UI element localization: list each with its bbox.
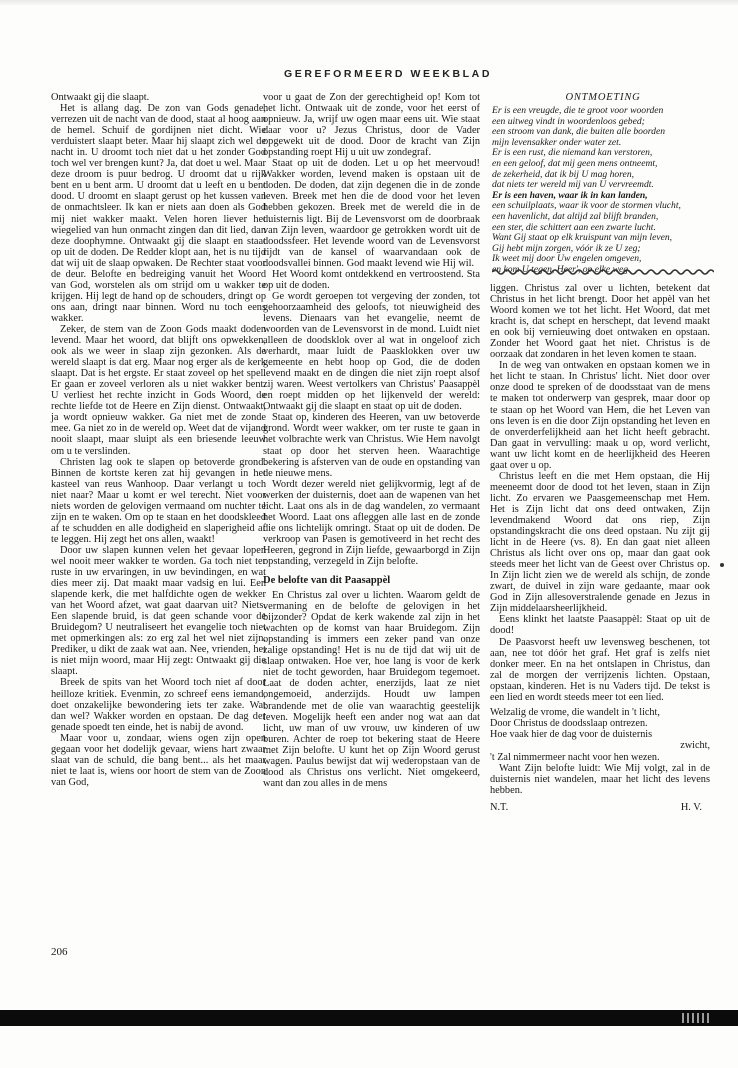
paragraph: Breek de spits van het Woord toch niet af door heilloze kritiek. Evenmin, zo schreef eens iemand, doet onzakelijke bewondering iets ter zake. Wat dan wel? Wakker worden en opstaan. De dag der genade spoedt ten einde, het is nabij de avond. bbox=[51, 677, 266, 733]
poem-line: Er is een rust, die niemand kan verstoren, bbox=[492, 147, 653, 159]
paragraph: Christus leeft en die met Hem opstaan, die Hij meeneemt door de dood tot het leven, staan in Zijn licht. Zo ervaren we Paasgemeenschap met Hem. Het is Zijn licht dat ons deed ontwaken, Zijn levendmakend Woord dat ons riep, Zijn opstandingskracht die ons deed opstaan. Nu zijt gij licht in de Heere (vs. 8). En dan gaat niet alleen Christus als licht over ons op, maar dan gaat ook steeds meer het licht van de Geest over Christus op. In Zijn licht zien we de wereld als schijn, de zonde zwart, de duivel in zijn ware gedaante, maar ook God in Zijn allesoverstralende genade en Jezus in Zijn middelaarsheerlijkheid. bbox=[490, 470, 710, 615]
poem-line: Er is een haven, waar ik in kan landen, bbox=[492, 189, 648, 201]
column-right bbox=[490, 283, 710, 813]
paragraph: Christen lag ook te slapen op betoverde grond. Binnen de kortste keren zat hij gevangen in het kasteel van reus Wanhoop. Daar verlangt u toch niet naar? Maar u komt er wel terecht. Niet voor niets worden de gelovigen vermaand om nuchter te zijn en te waken. Om op te staan en het doodskleed af te schudden en alle dodigheid en slaperigheid af te leggen. Hij zegt het ons allen, waakt! bbox=[51, 456, 266, 545]
margin-mark bbox=[720, 563, 724, 567]
paragraph: Eens klinkt het laatste Paasappèl: Staat op uit de dood! bbox=[490, 614, 710, 637]
poem-title: ONTMOETING bbox=[565, 92, 641, 103]
masthead: GEREFORMEERD WEEKBLAD bbox=[283, 68, 493, 80]
paragraph: De Paasvorst heeft uw levensweg beschenen, tot aan, nee tot dóór het graf. Het graf is zelfs niet donker meer. En na het ontslapen in Christus, dan zal de morgen der verrijzenis lichten. Opstaan, opstaan, kinderen. Het is nu Vaders tijd. De tekst is een lied en wordt steeds meer tot een lied. bbox=[490, 636, 710, 703]
paragraph: Ge wordt geroepen tot vergeving der zonden, tot gehoorzaamheid des geloofs, tot nieuwigheid des levens. Dienaars van het evangelie, neemt de woorden van de Levensvorst in de mond. Luidt niet alleen de doodsklok over al wat in ongeloof zich verhardt, maar luidt de Paasklokken over uw gemeente en hebt hoop op God, die de doden levend maakt en de dingen die niet zijn roept alsof zij waren. Weest vertolkers van Christus' Paasappèl en roept midden op het lijkenveld der wereld: Ontwaakt gij die slaapt en staat op uit de doden. bbox=[263, 290, 480, 413]
verse-line: Door Christus de doodsslaap ontrezen. bbox=[490, 717, 648, 729]
poem-line: Want Gij staat op elk kruispunt van mijn leven, bbox=[492, 232, 673, 244]
paragraph: voor u gaat de Zon der gerechtigheid op! Kom tot het licht. Ontwaak uit de zonde, voor het eerst of opnieuw. Ja, wrijf uw ogen maar eens uit. Wie staat daar voor u? Jezus Christus, door de Vader opgewekt uit de dood. Door de kracht van Zijn opstanding roept Hij u uit uw zondegraf. bbox=[263, 92, 480, 159]
poem-line: en een geloof, dat mij geen mens ontneemt, bbox=[492, 157, 658, 169]
verse-line: 't Zal nimmermeer nacht voor hen wezen. bbox=[490, 751, 660, 763]
paragraph: En Christus zal over u lichten. Waarom geldt de vermaning en de belofte de gelovigen in het bijzonder? Opdat de kerk wakende zal zijn in het wachten op de komst van haar Bruidegom. Zijn opstanding is immers een zeker pand van onze zalige opstanding! Het is nu de tijd dat wij uit de slaap ontwaken. Hoe ver, hoe lang is voor de kerk niet de tocht geworden, haar Bruidegom tegemoet. Laat de doden achter, enerzijds, laat ze niet ongemoeid, anderzijds. Houdt uw lampen brandende met de olie van waarachtig geestelijk leven. Mogelijk heeft een ander nog wat aan dat licht, uw man of uw vrouw, uw kinderen of uw buren. Achter de roep tot bekering staat de Heere met Zijn belofte. U kunt het op Zijn Woord gerust wagen. Paulus bewijst dat wij wederopstaan van de dood als Christus ons verlicht. Niet omgekeerd, want dan zou alles in de mens bbox=[263, 590, 480, 789]
verse-line: Welzalig de vrome, die wandelt in 't licht, bbox=[490, 706, 660, 718]
paragraph: Zeker, de stem van de Zoon Gods maakt doden levend. Maar het woord, dat blijft ons opwekken, ook als we weer in slaap zijn gezonken. Als de wereld slaapt is dat erg. Maar nog erger als de kerk slaapt. Dat is het ergste. Er staat zoveel op het spel. Er gaan er zoveel verloren als u niet wakker bent. U verliest het rechte inzicht in Gods Woord, de rechte liefde tot de Heere en Zijn dienst. Ontwaakt, ja wordt opnieuw wakker. Ga niet met de zonde mee. Ga niet zo in de wereld op. Weet dat de vijand nooit slaapt, maar sluipt als een briesende leeuw om u te verslinden. bbox=[51, 323, 266, 457]
page-number: 206 bbox=[51, 946, 68, 958]
paragraph: Het is allang dag. De zon van Gods genade, verrezen uit de nacht van de dood, staat al hoog aan de hemel. Schuif de gordijnen niet dicht. Wie verduistert slaapt beter. Maar hij slaapt zich wel de nacht in. U droomt toch niet dat u het zonder God toch wel ver brengen kunt? Ja, dat doet u wel. Maar deze droom is puur bedrog. U droomt dat u rijk bent en u bent arm. U droomt dat u leeft en u bent dood. U droomt en slaapt gerust op het kussen van de onmachtsleer. Ik kan er niets aan doen als God mij niet wakker maakt. Velen horen liever het wiegelied van hun onmacht zingen dan dit lied, dan deze doophymne. Ontwaakt gij die slaapt en staat op uit de doden. De Redder klopt aan, het is nu tijd dat wij uit de slaap opwaken. De Rechter staat voor de deur. Belofte en bedreiging vanuit het Woord van God, worstelen als om strijd om u wakker te krijgen. Hij legt de hand op de schouders, dringt op ons aan, dringt naar binnen. Word nu toch eens wakker. bbox=[51, 103, 266, 324]
poem-line: en kom U tegen, Heer', op elke weg. bbox=[492, 263, 631, 275]
paragraph: In de weg van ontwaken en opstaan komen we in het licht te staan. In Christus' licht. Niet door over onze dood te spreken of de doodsstaat van de mens te maken tot onderwerp van gesprek, maar door op te staan op het Woord van Hem, die het Leven van ons leven is en die door Zijn opstanding het leven en de onverderfelijkheid aan het licht heeft gebracht. Dan gaat in vervulling: maak u op, word verlicht, want uw licht komt en de heerlijkheid des Heeren gaat over u op. bbox=[490, 360, 710, 471]
column-left bbox=[51, 92, 266, 788]
closing-verse bbox=[490, 707, 710, 763]
article-intro: Ontwaakt gij die slaapt. bbox=[51, 92, 150, 103]
poem-line: dat niets ter wereld mij van U vervreemdt. bbox=[492, 179, 654, 191]
signature-right: H. V. bbox=[680, 801, 702, 813]
poem-line: een schuilplaats, waar ik voor de stormen vlucht, bbox=[492, 200, 681, 212]
poem-line: mijn levensakker onder water zet. bbox=[492, 136, 622, 148]
poem-line: een uitweg vindt in woordenloos gebed; bbox=[492, 115, 645, 127]
signature-row bbox=[490, 802, 710, 813]
scan-marks bbox=[682, 1013, 712, 1023]
paragraph: Staat op, kinderen des Heeren, van uw betoverde grond. Wordt weer wakker, om ter ruste te gaan in het volbrachte werk van Christus. Wie Hem navolgt staat op door het sterven heen. Waarachtige bekering is afsterven van de oude en opstanding van de nieuwe mens. bbox=[263, 412, 480, 479]
poem-line: de zekerheid, dat ik bij U mag horen, bbox=[492, 168, 635, 180]
section-heading: De belofte van dit Paasappèl bbox=[263, 575, 391, 587]
poem-line: een stroom van dank, die buiten alle boorden bbox=[492, 126, 666, 138]
poem-line: Er is een vreugde, die te groot voor woorden bbox=[492, 105, 664, 116]
poem-line: een havenlicht, dat altijd zal blijft branden, bbox=[492, 210, 659, 222]
scan-bottom-edge bbox=[0, 1010, 738, 1026]
paragraph: liggen. Christus zal over u lichten, betekent dat Christus in het licht brengt. Door het appèl van het Woord komen we tot het licht. Het Woord, dat met kracht is, dat schept en herschept, dat levend maakt en ook bij vernieuwing doet ontwaken en opstaan. Zonder het Woord gaat het niet. Christus is de oorzaak dat zondaren in het leven komen te staan. bbox=[490, 283, 710, 361]
paragraph: Het Woord komt ontdekkend en vertroostend. Sta op uit de doden. bbox=[263, 268, 480, 291]
paragraph: Wordt dezer wereld niet gelijkvormig, legt af de werken der duisternis, doet aan de wapenen van het licht. Laat ons als in de dag wandelen, zo vermaant het Woord. Laat ons afleggen alle last en de zonde die ons lichtelijk omringt. Staat op uit de doden. De verkroop van Pasen is gemotiveerd in het recht des Heeren, gegrond in Zijn liefde, gewaarborgd in Zijn opstanding, verzegeld in Zijn belofte. bbox=[263, 478, 480, 567]
paragraph: Maar voor u, zondaar, wiens ogen zijn open gegaan voor het dodelijk gevaar, wiens hart zwaar slaat van de schuld, die bang bent... als het maar niet te laat is, wiens oor hoort de stem van de Zoon van God, bbox=[51, 732, 266, 788]
signature-left: N.T. bbox=[490, 801, 509, 813]
paragraph: Door uw slapen kunnen velen het gevaar lopen wel nooit meer wakker te worden. Ga toch niet ter ruste in uw ervaringen, in uw bevindingen, en wat dies meer zij. Dat maakt maar vadsig en lui. Een slapende kerk, die met halfdichte ogen de wekker van het Woord afzet, wat gaat daarvan uit? Niets. Een slapende bruid, is dat geen schande voor de Bruidegom? U neutraliseert het evangelie toch niet met opmerkingen als: zo erg zal het wel niet zijn. Prediker, u dikt de zaak wat aan. Nee, vrienden, het is niet mijn woord, maar Hij zegt: Ontwaakt gij die slaapt. bbox=[51, 544, 266, 678]
closing-quote: Want Zijn belofte luidt: Wie Mij volgt, zal in de duisternis niet wandelen, maar het licht des levens hebben. bbox=[490, 762, 710, 796]
verse-line: Hoe vaak hier de dag voor de duisternis bbox=[490, 729, 653, 741]
scan-top-edge bbox=[0, 0, 738, 6]
poem-line: Gij hebt mijn zorgen, vóór ik ze U zeg; bbox=[492, 242, 641, 254]
verse-line: zwicht, bbox=[680, 740, 710, 752]
poem-line: een ster, die schittert aan een zwarte lucht. bbox=[492, 221, 656, 233]
poem-line: Ik weet mij door Uw engelen omgeven, bbox=[492, 253, 642, 265]
paragraph: Staat op uit de doden. Let u op het meervoud! Wakker worden, levend maken is opstaan uit de doden. De doden, dat zijn degenen die in de zonde leven. Breek met hen die de dood voor het leven hebben gekozen. Breek met de wereld die in de duisternis ligt. Bij de Levensvorst om de doorbraak van Zijn leven, waardoor ge getrokken wordt uit de doodssfeer. Het levende woord van de Levensvorst rijdt van de kansel of waarvandaan ook de doodsvallei binnen. God maakt levend wie Hij wil. bbox=[263, 158, 480, 269]
column-middle bbox=[263, 92, 480, 789]
poem-box bbox=[492, 92, 714, 276]
wave-divider bbox=[492, 268, 714, 276]
